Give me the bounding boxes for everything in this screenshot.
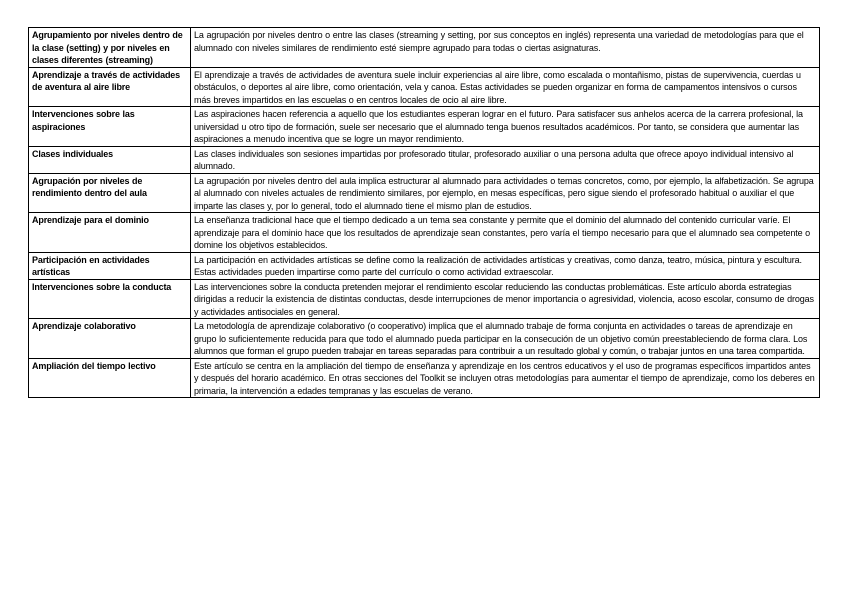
- table-row: [29, 67, 820, 107]
- table-row: [29, 28, 820, 68]
- definition-cell: Las clases individuales son sesiones impartidas por profesorado titular, profesorado auxiliar o una persona adulta que ofrece apoyo individual intensivo al alumnado.: [191, 146, 820, 173]
- term-cell: Aprendizaje para el dominio: [29, 213, 191, 253]
- definition-cell: El aprendizaje a través de actividades de aventura suele incluir experiencias al aire libre, como escalada o montañismo, pistas de supervivencia, cuerdas u obstáculos, o deportes al aire libre, como orientación, vela y canoa. Estas actividades se pueden organizar en forma de campamentos intensivos o cursos más breves impartidos en las escuelas o en centros locales de ocio al aire libre.: [191, 67, 820, 107]
- definition-cell: La agrupación por niveles dentro o entre las clases (streaming y setting, por sus conceptos en inglés) representa una variedad de metodologías para que el alumnado con niveles similares de rendimiento esté siempre agrupado para todas o ciertas asignaturas.: [191, 28, 820, 68]
- table-row: [29, 173, 820, 213]
- term-cell: Aprendizaje colaborativo: [29, 319, 191, 359]
- term-cell: Participación en actividades artísticas: [29, 252, 191, 279]
- term-cell: Intervenciones sobre la conducta: [29, 279, 191, 319]
- term-cell: Clases individuales: [29, 146, 191, 173]
- definition-cell: La participación en actividades artísticas se define como la realización de actividades artísticas y creativas, como danza, teatro, música, pintura y escultura. Estas actividades pueden impartirse como parte del currículo o como actividad extraescolar.: [191, 252, 820, 279]
- table-row: [29, 213, 820, 253]
- definition-cell: Las intervenciones sobre la conducta pretenden mejorar el rendimiento escolar reduciendo las conductas problemáticas. Este artículo aborda estrategias dirigidas a reducir la existencia de distintas conductas, desde interrupciones de menor importancia o agresividad, violencia, acoso escolar, consumo de drogas y actividades antisociales en general.: [191, 279, 820, 319]
- term-cell: Agrupamiento por niveles dentro de la clase (setting) y por niveles en clases diferentes (streaming): [29, 28, 191, 68]
- table-row: [29, 279, 820, 319]
- glossary-table: [28, 27, 820, 398]
- table-row: [29, 146, 820, 173]
- table-row: [29, 252, 820, 279]
- table-row: [29, 107, 820, 147]
- table-row: [29, 358, 820, 398]
- definition-cell: La enseñanza tradicional hace que el tiempo dedicado a un tema sea constante y permite que el dominio del alumnado del contenido curricular varíe. El aprendizaje para el dominio hace que los resultados de aprendizaje sean constantes, pero varía el tiempo necesario para que el alumnado sea competente o domine los objetivos establecidos.: [191, 213, 820, 253]
- definition-cell: Este artículo se centra en la ampliación del tiempo de enseñanza y aprendizaje en los centros educativos y el uso de programas específicos impartidos antes y después del horario académico. En otras secciones del Toolkit se incluyen otras metodologías para aumentar el tiempo de aprendizaje, como los deberes en primaria, la intervención a edades tempranas y las escuelas de verano.: [191, 358, 820, 398]
- table-row: [29, 319, 820, 359]
- definition-cell: La metodología de aprendizaje colaborativo (o cooperativo) implica que el alumnado trabaje de forma conjunta en actividades o tareas de aprendizaje en grupo lo suficientemente reducida para que todo el alumnado pueda participar en la consecución de un objetivo común preestableciendo de forma clara. Los alumnos que forman el grupo pueden trabajar en tareas separadas para contribuir a un resultado global y común, o trabajar juntos en una tarea compartida.: [191, 319, 820, 359]
- term-cell: Intervenciones sobre las aspiraciones: [29, 107, 191, 147]
- definition-cell: Las aspiraciones hacen referencia a aquello que los estudiantes esperan lograr en el futuro. Para satisfacer sus anhelos acerca de la carrera profesional, la universidad u otro tipo de formación, suele ser necesario que el alumnado tenga buenos resultados académicos. Por tanto, se considera que aumentar las aspiraciones a menudo incentiva que se logre un mayor rendimiento.: [191, 107, 820, 147]
- term-cell: Agrupación por niveles de rendimiento dentro del aula: [29, 173, 191, 213]
- term-cell: Ampliación del tiempo lectivo: [29, 358, 191, 398]
- term-cell: Aprendizaje a través de actividades de aventura al aire libre: [29, 67, 191, 107]
- definition-cell: La agrupación por niveles dentro del aula implica estructurar al alumnado para actividades o temas concretos, como, por ejemplo, la alfabetización. Se agrupa al alumnado con niveles actuales de rendimiento similares, por ejemplo, en mesas específicas, pero sigue siendo el profesorado habitual o auxiliar el que imparte las clases y, por lo general, todo el alumnado tiene el mismo plan de estudios.: [191, 173, 820, 213]
